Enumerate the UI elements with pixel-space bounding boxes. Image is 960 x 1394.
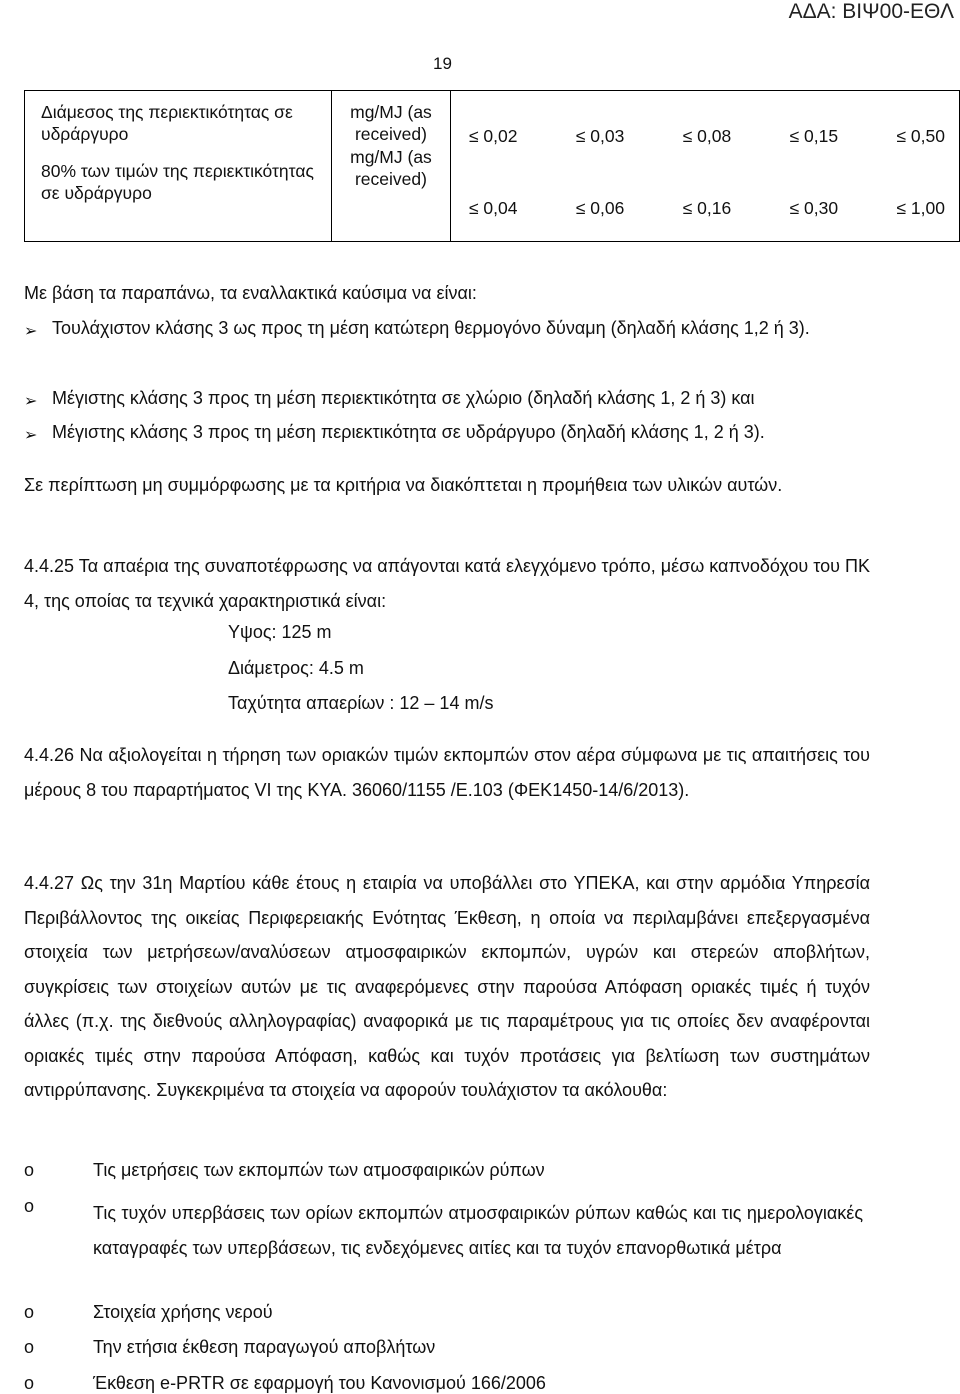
unit-median: mg/MJ (as received) (350, 102, 432, 144)
o-bullet-item: Τις τυχόν υπερβάσεις των ορίων εκπομπών ατμοσφαιρικών ρύπων καθώς και τις ημερολογιακές καταγραφές των υπερβάσεων, τις ενδεχόμενες αιτίες και τα τυχόν επανορθωτικά μέτρα (93, 1203, 863, 1258)
limit-value: ≤ 0,02 (468, 126, 518, 146)
stack-spec-diameter: Διάμετρος: 4.5 m (228, 658, 364, 678)
limit-value: ≤ 0,15 (789, 126, 839, 146)
parameter-80pct: 80% των τιμών της περιεκτικότητας σε υδράργυρο (41, 161, 314, 203)
unit-cell (332, 91, 451, 242)
o-bullet-item: Τις μετρήσεις των εκπομπών των ατμοσφαιρικών ρύπων (93, 1160, 545, 1180)
circle-bullet-icon: o (24, 1196, 35, 1216)
unit-80pct: mg/MJ (as received) (350, 147, 432, 189)
paragraph-4-4-26: 4.4.26 Να αξιολογείται η τήρηση των οριακών τιμών εκπομπών στον αέρα σύμφωνα με τις απαιτήσεις του μέρους 8 του παραρτήματος VI της ΚΥΑ. 36060/1155 /Ε.103 (ΦΕΚ1450-14/6/2013). (24, 745, 870, 800)
paragraph-4-4-25: 4.4.25 Τα απαέρια της συναποτέφρωσης να απάγονται κατά ελεγχόμενο τρόπο, μέσω καπνοδόχου του ΠΚ 4, της οποίας τα τεχνικά χαρακτηριστικά είναι: (24, 556, 870, 611)
limit-value: ≤ 1,00 (896, 198, 945, 218)
o-bullet-item: Έκθεση e-PRTR σε εφαρμογή του Κανονισμού 166/2006 (93, 1373, 546, 1393)
paragraph-4-4-27: 4.4.27 Ως την 31η Μαρτίου κάθε έτους η εταιρία να υποβάλλει στο ΥΠΕΚΑ, και στην αρμόδια Υπηρεσία Περιβάλλοντος της οικείας Περιφερειακής Ενότητας Έκθεση, η οποία να περιλαμβάνει επεξεργασμένα στοιχεία των μετρήσεων/αναλύσεων ατμοσφαιρικών εκπομπών, υγρών και στερεών αποβλήτων, συγκρίσεις των στοιχείων αυτών με τις αναφερόμενες στην παρούσα Απόφαση οριακές τιμές ή τυχόν άλλες (π.χ. της διεθνούς αλληλογραφίας) αναφορικά με τις παραμέτρους για τις οποίες δεν αναφέρονται οριακές τιμές στην παρούσα Απόφαση, καθώς και τυχόν προτάσεις για βελτίωση των συστημάτων αντιρρύπανσης. Συγκεκριμένα τα στοιχεία να αφορούν τουλάχιστον τα ακόλουθα: (24, 873, 870, 1100)
noncompliance-paragraph: Σε περίπτωση μη συμμόρφωσης με τα κριτήρια να διακόπτεται η προμήθεια των υλικών αυτών. (24, 475, 783, 495)
parameter-median: Διάμεσος της περιεκτικότητας σε υδράργυρο (41, 102, 293, 144)
stack-spec-height: Υψος: 125 m (228, 622, 332, 642)
limit-value: ≤ 0,50 (896, 126, 945, 146)
limits-row-80pct (451, 197, 959, 219)
limit-value: ≤ 0,04 (468, 198, 518, 218)
limits-cell (450, 91, 959, 242)
circle-bullet-icon: o (24, 1160, 35, 1180)
circle-bullet-icon: o (24, 1373, 35, 1393)
limit-value: ≤ 0,08 (682, 126, 732, 146)
limit-value: ≤ 0,03 (575, 126, 625, 146)
arrow-bullet-icon: ➢ (24, 393, 38, 410)
arrow-bullet-item: Τουλάχιστον κλάσης 3 ως προς τη μέση κατώτερη θερμογόνο δύναμη (δηλαδή κλάσης 1,2 ή 3). (52, 318, 810, 338)
circle-bullet-icon: o (24, 1302, 35, 1322)
mercury-limits-table (24, 90, 960, 242)
parameter-cell (25, 91, 332, 242)
limit-value: ≤ 0,06 (575, 198, 625, 218)
circle-bullet-icon: o (24, 1337, 35, 1357)
arrow-bullet-item: Μέγιστης κλάσης 3 προς τη μέση περιεκτικότητα σε υδράργυρο (δηλαδή κλάσης 1, 2 ή 3). (52, 422, 765, 442)
stack-spec-velocity: Ταχύτητα απαερίων : 12 – 14 m/s (228, 693, 494, 713)
o-bullet-item: Στοιχεία χρήσης νερού (93, 1302, 273, 1322)
arrow-bullet-icon: ➢ (24, 323, 38, 340)
limits-row-median (451, 125, 959, 147)
table-row (25, 91, 960, 242)
limit-value: ≤ 0,30 (789, 198, 839, 218)
intro-paragraph: Με βάση τα παραπάνω, τα εναλλακτικά καύσιμα να είναι: (24, 283, 477, 303)
limit-value: ≤ 0,16 (682, 198, 732, 218)
arrow-bullet-icon: ➢ (24, 427, 38, 444)
ada-code: ΑΔΑ: ΒΙΨ00-ΕΘΛ (788, 0, 954, 23)
page-number: 19 (433, 54, 452, 73)
o-bullet-item: Την ετήσια έκθεση παραγωγού αποβλήτων (93, 1337, 436, 1357)
arrow-bullet-item: Μέγιστης κλάσης 3 προς τη μέση περιεκτικότητα σε χλώριο (δηλαδή κλάσης 1, 2 ή 3) και (52, 388, 755, 408)
